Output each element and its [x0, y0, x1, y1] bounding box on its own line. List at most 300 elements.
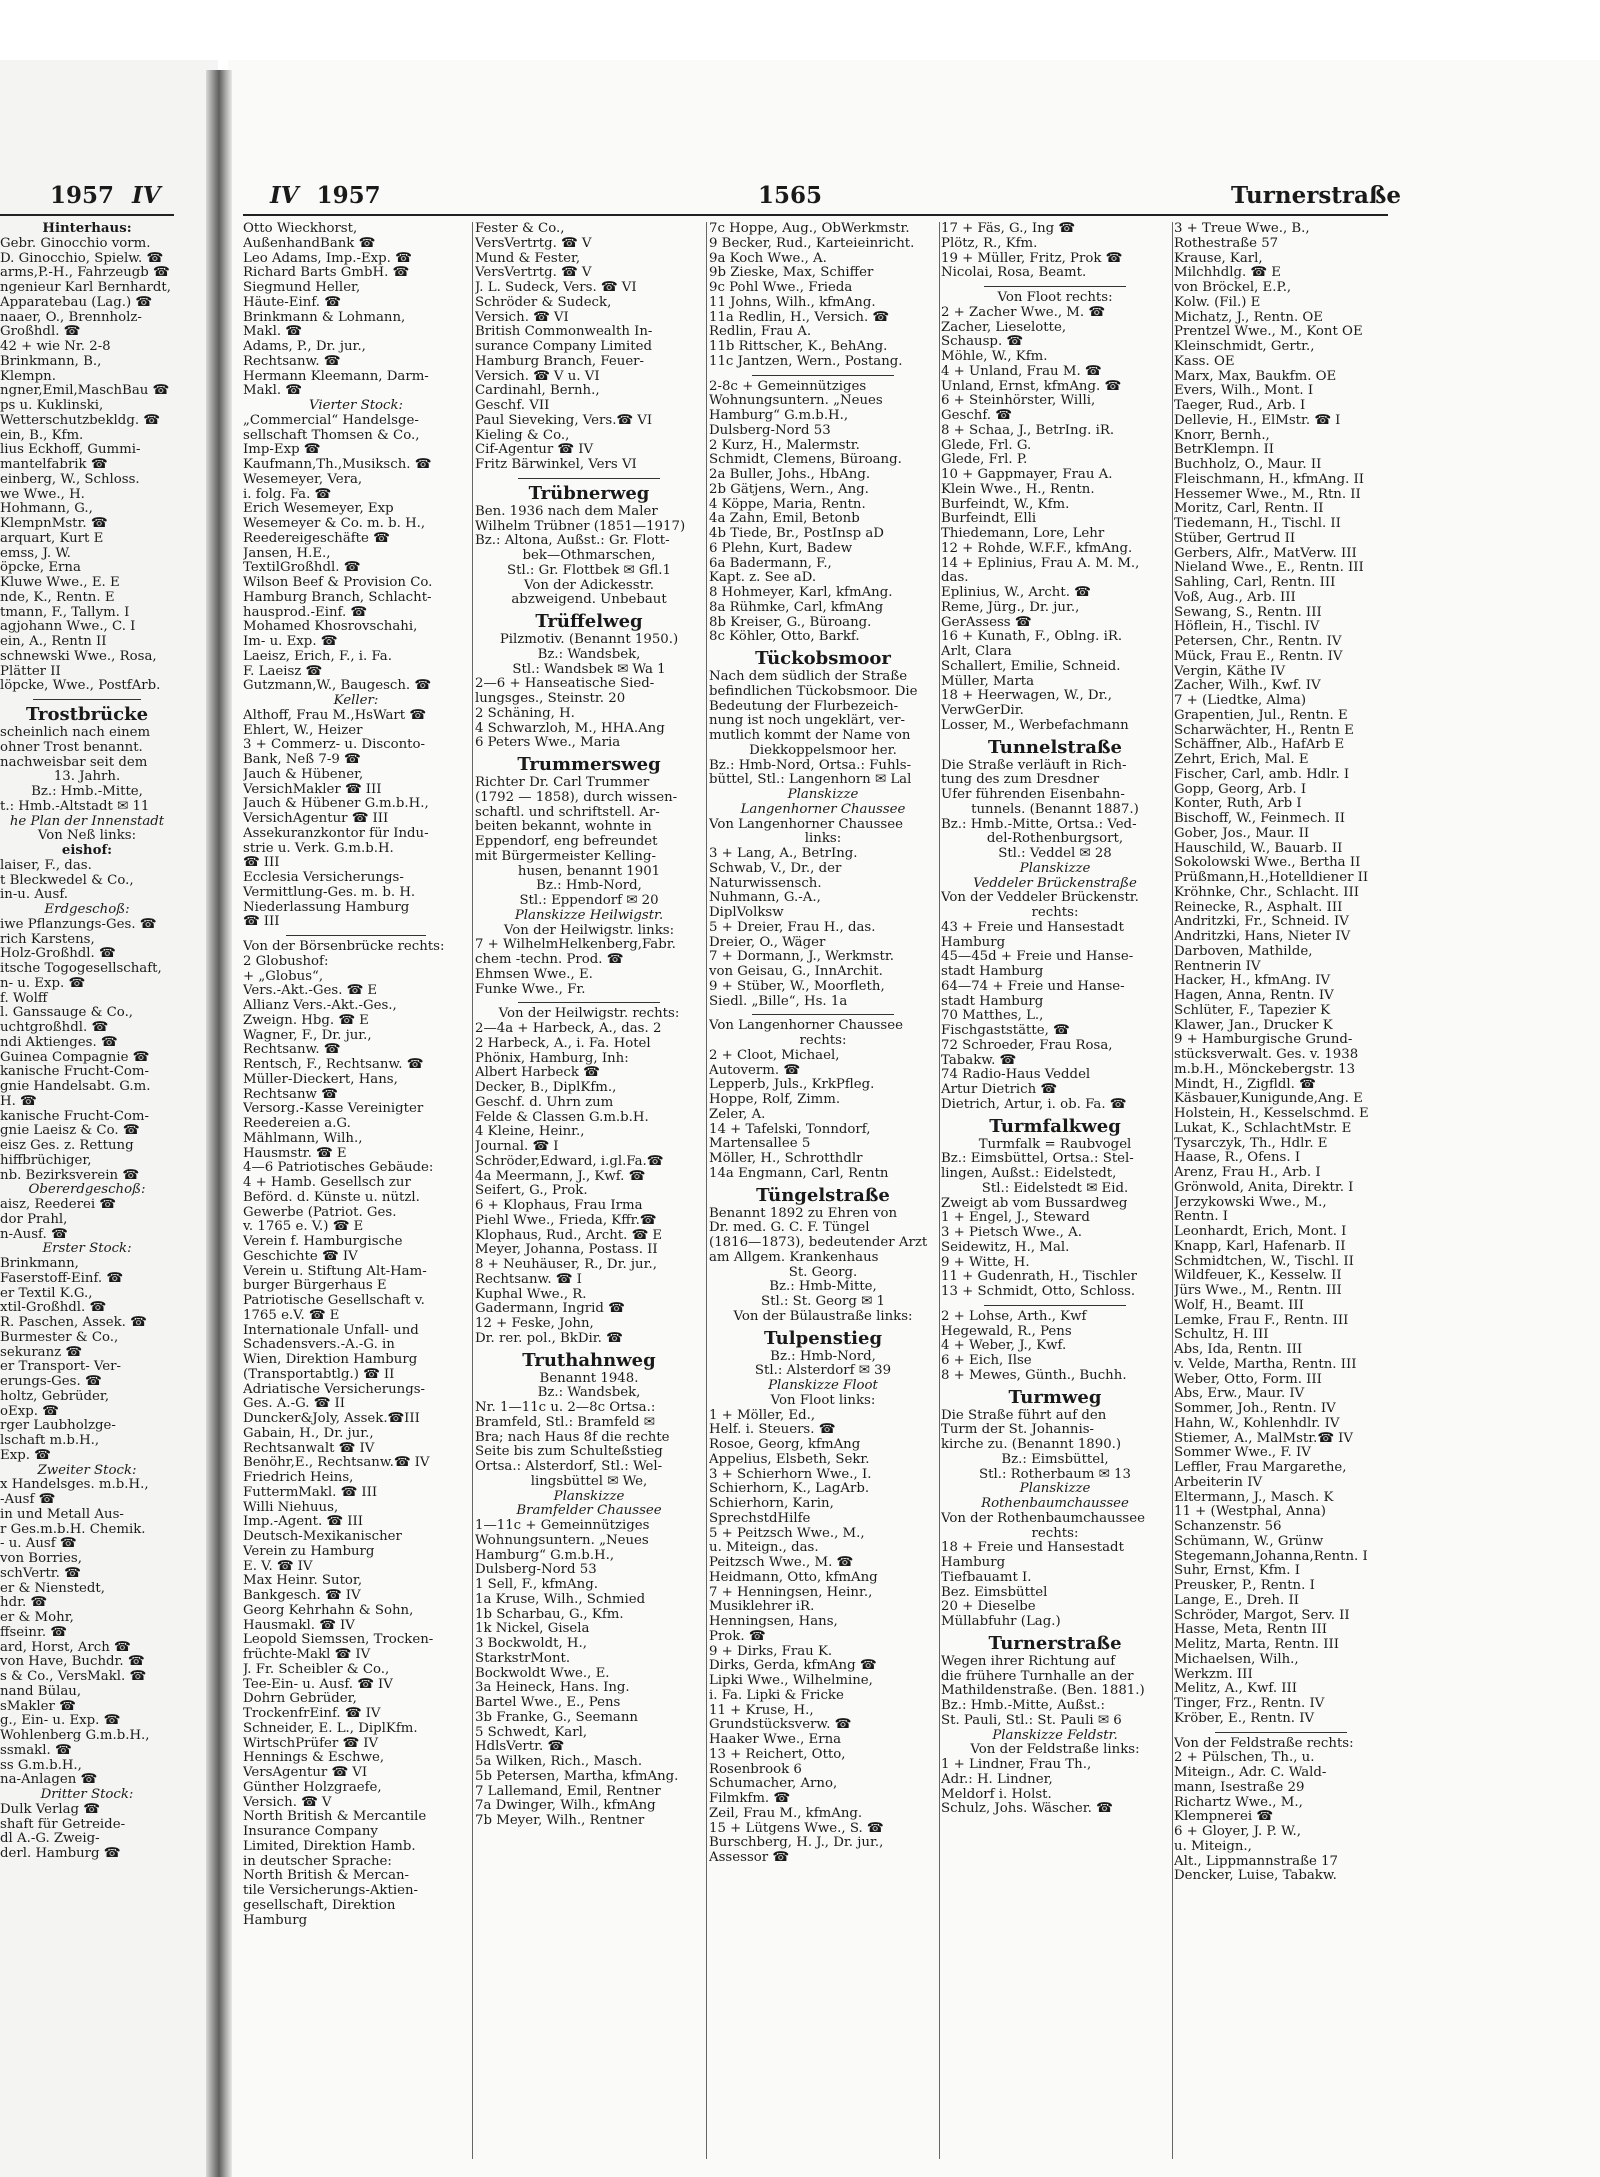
entry-line: Wohnungsuntern. „Neues [709, 394, 883, 409]
entry-line: naaer, O., Brennholz- [0, 310, 142, 325]
info-line: abzweigend. Unbebaut [511, 593, 667, 608]
entry-line: Reedereien a.G. [243, 1117, 351, 1131]
entry-line: 9c Pohl Wwe., Frieda [709, 281, 853, 295]
entry-line: North British & Mercantile [243, 1810, 427, 1825]
entry-line: 8 + Mewes, Günth., Buchh. [941, 1368, 1127, 1383]
entry-line: Adams, P., Dr. jur., [243, 340, 366, 354]
entry-line: Dohrn Gebrüder, [243, 1692, 357, 1707]
entry-line: 45—45d + Freie und Hanse- [941, 950, 1134, 965]
entry-line: ☎ III [243, 856, 280, 871]
entry-line: 5b Petersen, Martha, kfmAng. [475, 1769, 679, 1784]
entry-line: Glede, Frl. G. [941, 438, 1032, 453]
entry-line: 5 Schwedt, Karl, [475, 1725, 588, 1740]
entry-line: Gober, Jos., Maur. II [1174, 826, 1310, 841]
entry-line: Dietrich, Artur, i. ob. Fa. ☎ [941, 1097, 1127, 1112]
entry-line: Phönix, Hamburg, Inh: [475, 1051, 629, 1066]
entry-line: 1 Sell, F., kfmAng. [475, 1578, 598, 1592]
entry-line: Ehmsen Wwe., E. [475, 967, 593, 982]
entry-line: Wilhelm Trübner (1851—1917) [475, 519, 686, 534]
entry-line: einberg, W., Schloss. [0, 472, 140, 487]
entry-line: 3 + Schierhorn Wwe., I. [709, 1467, 872, 1482]
info-line: Diekkoppelsmoor her. [749, 743, 897, 758]
building-heading: Hinterhaus: [42, 222, 132, 236]
entry-line: rger Laubholzge- [0, 1419, 116, 1434]
entry-line: Jauch & Hübener G.m.b.H., [243, 797, 429, 812]
entry-line: Bz.: Hmb.-Mitte, Außst.: [941, 1699, 1105, 1713]
entry-line: Autoverm. ☎ [709, 1063, 800, 1078]
entry-line: kanische Frucht-Com- [0, 1065, 150, 1080]
entry-line: Vergin, Käthe IV [1174, 664, 1286, 679]
entry-line: Thiedemann, Lore, Lehr [941, 527, 1105, 541]
entry-line: 7c Hoppe, Aug., ObWerkmstr. [709, 222, 910, 236]
entry-line: FuttermMakl. ☎ III [243, 1485, 378, 1500]
entry-line: erungs-Ges. ☎ [0, 1375, 102, 1389]
info-line: Pilzmotiv. (Benannt 1950.) [499, 633, 679, 647]
entry-line: früchte-Makl ☎ IV [243, 1648, 371, 1662]
entry-line: Wetterschutzbekldg. ☎ [0, 413, 160, 428]
entry-line: Kuphal Wwe., R. [475, 1287, 587, 1302]
entry-line: 14 + Eplinius, Frau A. M. M., [941, 556, 1140, 571]
entry-line: Wesemeyer, Vera, [243, 472, 363, 487]
left-header-rule [0, 214, 174, 216]
section-rule [518, 478, 659, 479]
entry-line: 7 + Dormann, J., Werkmstr. [709, 950, 894, 965]
entry-line: Vermittlung-Ges. m. b. H. [243, 885, 416, 900]
subheading: Vierter Stock: [308, 399, 404, 413]
info-line: Stl.: Rotherbaum ✉ 13 [979, 1467, 1131, 1482]
entry-line: Siedl. „Bille“, Hs. 1a [709, 994, 848, 1009]
street-heading: Turmfalkweg [989, 1115, 1121, 1137]
entry-line: r Ges.m.b.H. Chemik. [0, 1522, 146, 1537]
entry-line: ohner Trost benannt. [0, 740, 143, 755]
info-line: 13. Jahrh. [53, 770, 121, 785]
entry-line: öpcke, Erna [0, 561, 81, 576]
entry-line: Funke Wwe., Fr. [475, 982, 586, 997]
entry-line: Schwab, V., Dr., der [709, 861, 842, 876]
entry-line: Großhdl. ☎ [0, 325, 81, 340]
entry-line: Hausmstr. ☎ E [243, 1146, 347, 1161]
entry-line: Die Straße führt auf den [941, 1408, 1107, 1423]
entry-line: l. Ganssauge & Co., [0, 1006, 134, 1021]
entry-line: Kapt. z. See aD. [709, 571, 817, 586]
entry-line: Prüßmann,H.,Hotelldiener II [1174, 871, 1369, 885]
entry-line: Jauch & Hübener, [243, 767, 364, 782]
entry-line: Bz.: Eimsbüttel, Ortsa.: Stel- [941, 1152, 1134, 1167]
entry-line: Assekuranzkontor für Indu- [243, 826, 429, 841]
section-rule [1215, 1732, 1348, 1733]
street-heading: Tüngelstraße [756, 1184, 890, 1206]
info-line: Bz.: Eimsbüttel, [1001, 1452, 1109, 1467]
entry-line: gnie Laeisz & Co. ☎ [0, 1124, 140, 1139]
entry-line: dor Prahl, [0, 1212, 68, 1227]
entry-line: 11a Redlin, H., Versich. ☎ [709, 310, 889, 325]
subheading: Bramfelder Chaussee [516, 1504, 662, 1519]
entry-line: Krause, Karl, [1174, 251, 1263, 266]
entry-line: Assessor ☎ [709, 1851, 789, 1865]
entry-line: Richartz Wwe., M., [1174, 1795, 1303, 1810]
entry-line: Allianz Vers.-Akt.-Ges., [243, 999, 397, 1013]
entry-line: (1792 — 1858), durch wissen- [475, 790, 678, 805]
entry-line: Reedereigeschäfte ☎ [243, 531, 390, 546]
entry-line: Helf. i. Steuers. ☎ [709, 1423, 836, 1438]
entry-line: Glede, Frl. P. [941, 453, 1028, 468]
entry-line: Grönwold, Anita, Direktr. I [1174, 1180, 1354, 1195]
page-number: 1565 [758, 182, 823, 209]
left-page-volume: IV [132, 182, 161, 209]
entry-line: mutlich kommt der Name von [709, 729, 911, 743]
entry-line: Haaker Wwe., Erna [709, 1733, 842, 1747]
entry-line: 74 Radio-Haus Veddel [941, 1068, 1091, 1083]
entry-line: oExp. ☎ [0, 1404, 59, 1419]
entry-line: Martensallee 5 [709, 1137, 811, 1152]
entry-line: 2 Harbeck, A., i. Fa. Hotel [475, 1036, 651, 1051]
entry-line: Bank, Neß 7-9 ☎ [243, 753, 361, 767]
left-page-header [50, 182, 161, 209]
entry-line: Reme, Jürg., Dr. jur., [941, 600, 1080, 615]
entry-line: Wohlenberg G.m.b.H., [0, 1729, 150, 1743]
entry-line: 43 + Freie und Hansestadt [941, 920, 1124, 935]
entry-line: lingen, Außst.: Eidelstedt, [941, 1167, 1117, 1181]
subheading: Obererdgeschoß: [28, 1183, 146, 1198]
entry-line: Richter Dr. Carl Trummer [475, 776, 650, 790]
entry-line: Rentn. I [1174, 1210, 1229, 1225]
entry-line: Dr. med. G. C. F. Tüngel [709, 1221, 870, 1236]
entry-line: 10 + Gappmayer, Frau A. [941, 468, 1113, 482]
entry-line: Hasse, Meta, Rentn III [1174, 1623, 1328, 1638]
entry-line: Hamburg [243, 1913, 308, 1928]
entry-line: Wilson Beef & Provision Co. [243, 576, 433, 590]
subheading: Planskizze [1019, 861, 1091, 876]
entry-line: iwe Pflanzungs-Ges. ☎ [0, 917, 157, 932]
entry-line: 2 + Pülschen, Th., u. [1174, 1751, 1315, 1766]
entry-line: Müller, Marta [941, 674, 1035, 689]
entry-line: 20 + Dieselbe [941, 1600, 1036, 1615]
entry-line: sellschaft Thomsen & Co., [243, 428, 420, 443]
entry-line: Makl. ☎ [243, 384, 302, 399]
entry-line: Stegemann,Johanna,Rentn. I [1174, 1549, 1368, 1564]
entry-line: Lipki Wwe., Wilhelmine, [709, 1674, 873, 1688]
entry-line: Wolf, H., Beamt. III [1174, 1298, 1304, 1313]
entry-line: 5 + Peitzsch Wwe., M., [709, 1526, 865, 1541]
entry-line: Sewang, S., Rentn. III [1174, 605, 1322, 620]
entry-line: 2 + Cloot, Michael, [709, 1048, 840, 1063]
info-line: husen, benannt 1901 [517, 864, 661, 879]
entry-line: Klempn. [0, 369, 56, 384]
entry-line: Dellevie, H., ElMstr. ☎ I [1174, 413, 1341, 428]
entry-line: laiser, F., das. [0, 858, 92, 873]
entry-line: 70 Matthes, L., [941, 1009, 1044, 1024]
entry-line: Stüber, Gertrud II [1174, 531, 1296, 546]
entry-line: Limited, Direktion Hamb. [243, 1839, 416, 1854]
entry-line: 7 + (Liedtke, Alma) [1174, 694, 1307, 708]
entry-line: mantelfabrik ☎ [0, 458, 108, 472]
entry-line: Schlüter, F., Tapezier K [1174, 1003, 1331, 1018]
entry-line: stadt Hamburg [941, 965, 1044, 979]
entry-line: rich Karstens, [0, 932, 95, 947]
entry-line: sMakler ☎ [0, 1699, 76, 1714]
entry-line: Kluwe Wwe., E. E [0, 576, 120, 590]
entry-line: Althoff, Frau M.,HsWart ☎ [243, 708, 426, 723]
entry-line: die frühere Turnhalle an der [941, 1669, 1134, 1684]
entry-line: x Handelsges. m.b.H., [0, 1478, 149, 1493]
entry-line: Duncker&Joly, Assek.☎III [243, 1412, 420, 1426]
entry-line: emss, J. W. [0, 546, 71, 561]
entry-line: Wohnungsuntern. „Neues [475, 1533, 649, 1548]
info-line: Von Floot rechts: [997, 291, 1113, 305]
entry-line: 3 Bockwoldt, H., [475, 1637, 587, 1651]
column-divider [1172, 222, 1173, 2159]
entry-line: Müller-Dieckert, Hans, [243, 1072, 398, 1087]
entry-line: Brinkmann, [0, 1257, 79, 1271]
entry-line: 5a Wilken, Rich., Masch. [475, 1755, 643, 1769]
entry-line: 9 + Hamburgische Grund- [1174, 1033, 1353, 1048]
entry-line: 64—74 + Freie und Hanse- [941, 979, 1125, 994]
entry-line: 2 Schäning, H. [475, 706, 575, 721]
entry-line: we Wwe., H. [0, 487, 85, 502]
entry-line: 2 Kurz, H., Malermstr. [709, 438, 860, 453]
entry-line: burger Bürgerhaus E [243, 1279, 387, 1294]
info-line: rechts: [799, 1034, 847, 1048]
entry-line: Seite bis zum Schulteßstieg [475, 1445, 663, 1460]
entry-line: u. Miteign., das. [709, 1541, 819, 1556]
info-line: Stl.: Wandsbek ✉ Wa 1 [512, 662, 666, 677]
entry-line: s & Co., VersMakl. ☎ [0, 1670, 147, 1684]
section-rule [752, 375, 893, 376]
entry-line: 8b Kreiser, G., Büroang. [709, 615, 872, 630]
entry-line: DiplVolksw [709, 906, 784, 920]
entry-line: Hacker, H., kfmAng. IV [1174, 974, 1331, 989]
entry-line: mit Bürgermeister Kelling- [475, 849, 656, 864]
entry-line: SprechstdHilfe [709, 1511, 811, 1526]
entry-line: Buchholz, O., Maur. II [1174, 458, 1322, 472]
entry-line: 2b Gätjens, Wern., Ang. [709, 482, 869, 497]
entry-line: Heidmann, Otto, kfmAng [709, 1570, 878, 1585]
entry-line: 72 Schroeder, Frau Rosa, [941, 1038, 1113, 1053]
entry-line: Rechtsanwalt ☎ IV [243, 1441, 375, 1456]
entry-line: Imp-Exp ☎ [243, 443, 321, 458]
entry-line: dl A.-G. Zweig- [0, 1832, 100, 1847]
info-line: Von Neß links: [37, 829, 137, 844]
entry-line: Schierhorn, K., LagArb. [709, 1482, 870, 1497]
entry-line: - u. Ausf ☎ [0, 1537, 77, 1552]
entry-line: Zacher, Wilh., Kwf. IV [1174, 679, 1321, 694]
entry-line: Otto Wieckhorst, [243, 222, 358, 236]
entry-line: 4a Meermann, J., Kwf. ☎ [475, 1169, 646, 1184]
entry-line: H. ☎ [0, 1094, 37, 1109]
entry-line: Rechtsanw ☎ [243, 1087, 338, 1102]
entry-line: Fritz Bärwinkel, Vers VI [475, 458, 637, 472]
section-rule [518, 1002, 659, 1003]
entry-line: Schausp. ☎ [941, 335, 1023, 350]
entry-line: 1 + Engel, J., Steward [941, 1211, 1090, 1226]
entry-line: Fleischmann, H., kfmAng. II [1174, 472, 1365, 487]
entry-line: Marx, Max, Baukfm. OE [1174, 369, 1337, 384]
entry-line: Leffler, Frau Margarethe, [1174, 1461, 1347, 1475]
subheading: Rothenbaumchaussee [981, 1497, 1129, 1511]
entry-line: D. Ginocchio, Spielw. ☎ [0, 251, 164, 266]
entry-line: Miteign., Adr. C. Wald- [1174, 1766, 1327, 1780]
entry-line: Möhle, W., Kfm. [941, 350, 1048, 364]
entry-line: 9a Koch Wwe., A. [709, 251, 827, 266]
entry-line: Gewerbe (Patriot. Ges. [243, 1205, 397, 1220]
info-line: St. Georg. [788, 1265, 858, 1280]
column-divider [472, 222, 473, 2159]
info-line: rechts: [1031, 1526, 1079, 1541]
entry-line: 14a Engmann, Carl, Rentn [709, 1166, 889, 1181]
subheading: he Plan der Innenstadt [9, 814, 165, 829]
entry-line: lius Eckhoff, Gummi- [0, 443, 141, 458]
entry-line: Schümann, W., Grünw [1174, 1534, 1324, 1549]
entry-line: Grundstücksverw. ☎ [709, 1718, 852, 1733]
entry-line: 6 Plehn, Kurt, Badew [709, 541, 853, 556]
entry-line: Dirks, Gerda, kfmAng ☎ [709, 1659, 877, 1674]
info-line: bek—Othmarschen, [522, 549, 656, 563]
entry-line: Fischer, Carl, amb. Hdlr. I [1174, 767, 1350, 782]
entry-line: 8 + Neuhäuser, R., Dr. jur., [475, 1258, 657, 1272]
entry-line: 6a Badermann, F., [709, 556, 832, 571]
entry-line: Schneider, E. L., DiplKfm. [243, 1721, 418, 1736]
entry-line: 1k Nickel, Gisela [475, 1622, 590, 1637]
entry-line: büttel, Stl.: Langenhorn ✉ Lal [709, 773, 912, 788]
entry-line: Geschf. ☎ [941, 409, 1012, 423]
entry-line: 2-8c + Gemeinnütziges [709, 379, 867, 394]
section-rule [984, 286, 1125, 287]
entry-line: Vers.-Akt.-Ges. ☎ E [243, 984, 378, 999]
entry-line: 6 + Steinhörster, Willi, [941, 394, 1096, 409]
entry-line: g., Ein- u. Exp. ☎ [0, 1714, 121, 1729]
entry-line: Mathildenstraße. (Ben. 1881.) [941, 1684, 1145, 1699]
entry-line: hausprod.-Einf. ☎ [243, 605, 367, 620]
subheading: Dritter Stock: [40, 1788, 134, 1802]
street-heading: Tunnelstraße [987, 736, 1122, 758]
entry-line: i. folg. Fa. ☎ [243, 487, 332, 502]
entry-line: Decker, B., DiplKfm., [475, 1081, 617, 1095]
entry-line: 14 + Tafelski, Tonndorf, [709, 1122, 871, 1137]
column-divider [706, 222, 707, 2159]
entry-line: Schmidt, Clemens, Büroang. [709, 453, 902, 468]
entry-line: er Textil K.G., [0, 1286, 93, 1301]
entry-line: R. Paschen, Assek. ☎ [0, 1316, 147, 1330]
entry-line: arquart, Kurt E [0, 531, 104, 546]
entry-line: Benannt 1892 zu Ehren von [709, 1206, 898, 1221]
entry-line: Siegmund Heller, [243, 281, 361, 295]
entry-line: Bockwoldt Wwe., E. [475, 1666, 610, 1681]
entry-line: lschaft m.b.H., [0, 1434, 100, 1448]
entry-line: Alt., Lippmannstraße 17 [1174, 1854, 1338, 1869]
entry-line: (1816—1873), bedeutender Arzt [709, 1236, 928, 1250]
entry-line: Gutzmann,W., Baugesch. ☎ [243, 679, 431, 694]
entry-line: Müllabfuhr (Lag.) [941, 1615, 1061, 1629]
entry-line: Tysarczyk, Th., Hdlr. E [1174, 1136, 1328, 1151]
entry-line: Mählmann, Wilh., [243, 1131, 363, 1146]
info-line: Turmfalk = Raubvogel [978, 1137, 1132, 1152]
entry-line: Tiefbauamt I. [941, 1570, 1032, 1585]
entry-line: 2 Globushof: [243, 954, 329, 969]
entry-line: Schröder, Margot, Serv. II [1174, 1608, 1350, 1623]
entry-line: Ehlert, W., Heizer [243, 723, 363, 738]
entry-line: Felde & Classen G.m.b.H. [475, 1110, 649, 1125]
entry-line: ein, B., Kfm. [0, 428, 84, 443]
entry-line: 3a Heineck, Hans. Ing. [475, 1681, 630, 1696]
entry-line: Schulz, Johs. Wäscher. ☎ [941, 1802, 1113, 1817]
entry-line: Seidewitz, H., Mal. [941, 1240, 1070, 1255]
entry-line: Schallert, Emilie, Schneid. [941, 659, 1121, 674]
entry-line: Lepperb, Juls., KrkPfleg. [709, 1078, 875, 1093]
entry-line: itsche Togogesellschaft, [0, 962, 162, 976]
entry-line: Häute-Einf. ☎ [243, 295, 341, 310]
entry-line: holtz, Gebrüder, [0, 1389, 110, 1404]
entry-line: Leo Adams, Imp.-Exp. ☎ [243, 251, 412, 266]
entry-line: Geschf. d. Uhrn zum [475, 1095, 614, 1110]
entry-line: 8c Köhler, Otto, Barkf. [709, 630, 860, 645]
entry-line: Plätter II [0, 664, 61, 679]
entry-line: ndi Aktienges. ☎ [0, 1035, 118, 1050]
entry-line: Rechtsanw. ☎ [243, 1043, 341, 1058]
entry-line: schVertr. ☎ [0, 1566, 81, 1581]
entry-line: Leopold Siemssen, Trocken- [243, 1633, 434, 1648]
entry-line: Adr.: H. Lindner, [941, 1772, 1053, 1787]
entry-line: Schröder,Edward, i.gl.Fa.☎ [475, 1154, 664, 1169]
entry-line: Mück, Frau E., Rentn. IV [1174, 649, 1343, 664]
street-heading: Trostbrücke [25, 704, 149, 725]
entry-line: Hermann Kleemann, Darm- [243, 369, 429, 384]
entry-line: Rothestraße 57 [1174, 236, 1279, 251]
info-line: del-Rothenburgsort, [986, 832, 1124, 847]
entry-line: derl. Hamburg ☎ [0, 1847, 121, 1861]
entry-line: lungsges., Steinstr. 20 [475, 692, 626, 706]
entry-line: Schröder & Sudeck, [475, 295, 612, 310]
entry-line: in deutscher Sprache: [243, 1854, 392, 1869]
entry-line: Suhr, Ernst, Kfm. I [1174, 1564, 1301, 1579]
entry-line: Schultz, H. III [1174, 1328, 1269, 1343]
entry-line: 3b Franke, G., Seemann [475, 1710, 638, 1725]
entry-line: Artur Dietrich ☎ [941, 1083, 1057, 1097]
entry-line: Apparatebau (Lag.) ☎ [0, 295, 152, 310]
subheading: Planskizze [1019, 1482, 1091, 1497]
info-line: Bz.: Wandsbek, [537, 647, 641, 662]
entry-line: v. Velde, Martha, Rentn. III [1174, 1357, 1357, 1372]
entry-line: Zeler, A. [709, 1107, 766, 1122]
entry-line: Knorr, Bernh., [1174, 428, 1270, 443]
entry-line: Versich. ☎ V [243, 1795, 332, 1810]
street-heading: Trüffelweg [535, 611, 643, 632]
entry-line: t.: Hmb.-Altstadt ✉ 11 [0, 799, 150, 814]
subheading: Planskizze Feldstr. [992, 1728, 1118, 1743]
subheading: Veddeler Brückenstraße [973, 876, 1137, 891]
entry-line: -Ausf ☎ [0, 1493, 56, 1507]
info-line: Stl.: Eidelstedt ✉ Eid. [981, 1181, 1129, 1196]
entry-line: 11 + Kruse, H., [709, 1703, 814, 1718]
entry-line: 11 Johns, Wilh., kfmAng. [709, 295, 876, 310]
entry-line: n- u. Exp. ☎ [0, 976, 86, 991]
entry-line: Musiklehrer iR. [709, 1600, 815, 1615]
entry-line: t Bleckwedel & Co., [0, 873, 134, 888]
entry-line: Hagen, Anna, Rentn. IV [1174, 989, 1334, 1003]
entry-line: Arenz, Frau H., Arb. I [1174, 1166, 1321, 1180]
entry-line: kanische Frucht-Com- [0, 1109, 150, 1124]
entry-line: Dulk Verlag ☎ [0, 1802, 100, 1817]
info-line: Stl.: Gr. Flottbek ✉ Gfl.1 [507, 563, 671, 578]
entry-line: Rosenbrook 6 [709, 1762, 802, 1777]
entry-line: Dulsberg-Nord 53 [475, 1563, 597, 1578]
entry-line: Konter, Ruth, Arb I [1174, 797, 1302, 812]
entry-line: ss G.m.b.H., [0, 1758, 82, 1773]
street-title: Turnerstraße [1231, 182, 1402, 209]
entry-line: Piehl Wwe., Frieda, Kffr.☎ [475, 1213, 657, 1228]
entry-line: Deutsch-Mexikanischer [243, 1530, 402, 1544]
entry-line: TextilGroßhdl. ☎ [243, 561, 361, 576]
entry-line: Bz.: Hmb-Nord, Ortsa.: Fuhls- [709, 758, 912, 773]
